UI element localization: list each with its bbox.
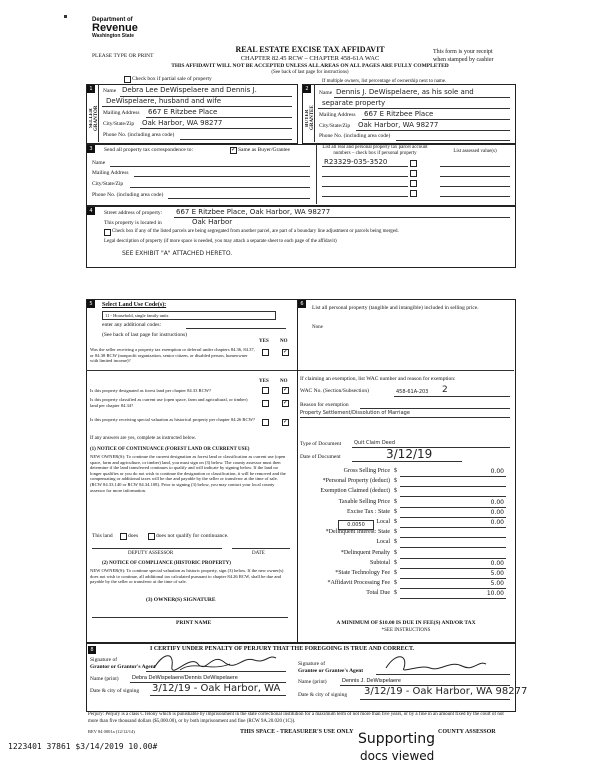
date-label: DATE: [252, 551, 265, 556]
fee-row: [298, 468, 506, 477]
county-assessor: COUNTY ASSESSOR: [438, 729, 496, 735]
fee-row: [298, 590, 506, 599]
parcel-1-personal-checkbox[interactable]: [410, 160, 417, 167]
grantee-date-label: Date & city of signing: [298, 692, 348, 698]
grantee-sig-label-3: Grantee or Grantee's Agent: [298, 668, 364, 674]
section-4-number: 4: [87, 207, 95, 215]
see-instructions: *SEE INSTRUCTIONS: [381, 628, 431, 633]
same-as-buyer-checkbox[interactable]: ✓: [231, 147, 237, 153]
does-not-checkbox[interactable]: [148, 533, 155, 540]
legal-label: Legal description of property (if more space is needed, you may attach a separate sheet to each page of the affidavit): [104, 239, 337, 244]
reason-label: Reason for exemption: [300, 402, 349, 408]
no-header-1: NO: [280, 339, 288, 344]
seller-name-2[interactable]: DeWispelaere, husband and wife: [106, 97, 222, 105]
fee-row: [298, 478, 506, 487]
perjury-note: Perjury: Perjury is a class C felony which is punishable by imprisonment in the state correctional institution for a maximum term of not more than five years, or by a fine in an amount fixed by the court of not more than five thousand dollars ($5,000.00), or by both imprisonment and fine (RCW 9A.20.020 (1C)).: [88, 712, 504, 724]
seller-name-1[interactable]: Debra Lee DeWispelaere and Dennis J.: [122, 86, 257, 94]
buyer-phone-label: Phone No. (including area code): [319, 133, 391, 139]
corr-phone-label: Phone No. (including area code): [92, 192, 164, 198]
fee-row: [298, 519, 506, 528]
notice-1-title: (1) NOTICE OF CONTINUANCE (FOREST LAND OR CURRENT USE): [90, 447, 250, 452]
seller-side-label: SELLER GRANTOR: [89, 105, 99, 131]
fee-row: [298, 550, 506, 559]
fee-label: Excise Tax : State: [347, 508, 390, 515]
fee-row: [298, 488, 506, 497]
correspondence-label: Send all property tax correspondence to:: [104, 147, 194, 153]
grantor-sig-label-1: Signature of: [90, 657, 118, 663]
fee-label: Gross Selling Price: [343, 468, 390, 474]
yes-header-2: YES: [259, 379, 269, 384]
grantee-date-city[interactable]: 3/12/19 - Oak Harbor, WA 98277: [364, 686, 528, 697]
section-5-number: 5: [87, 300, 95, 308]
fee-label: Local: [376, 519, 390, 525]
dor-logo: [92, 17, 162, 39]
parcel-4-personal-checkbox[interactable]: [410, 190, 417, 197]
fee-value[interactable]: 10.00: [486, 590, 504, 598]
section-3-number: 3: [87, 145, 95, 153]
wac-label: WAC No. (Section/Subsection): [300, 388, 369, 394]
located-in-label: This property is located in: [104, 220, 162, 226]
located-in[interactable]: Oak Harbor: [192, 218, 233, 226]
fee-row: [298, 529, 506, 538]
corr-mailing-label: Mailing Address: [92, 170, 129, 176]
partial-sale-checkbox[interactable]: [124, 76, 131, 83]
form-title: REAL ESTATE EXCISE TAX AFFIDAVIT: [235, 45, 385, 54]
assessed-header: List assessed value(s): [453, 149, 497, 154]
fee-dollar-sign: $: [394, 539, 397, 546]
legal-description[interactable]: SEE EXHIBIT "A" ATTACHED HERETO.: [122, 250, 233, 257]
fee-line: [400, 517, 506, 518]
seller-phone-label: Phone No. (including area code): [103, 132, 175, 138]
fee-line: [400, 598, 506, 599]
land-use-code[interactable]: 11 - Household, single family units: [102, 311, 276, 320]
fee-label: Total Due: [366, 590, 390, 597]
fee-row: [298, 560, 506, 569]
fee-dollar-sign: $: [394, 559, 397, 566]
segregated-label: Check box if any of the listed parcels are being segregated from another parcel, are part of a boundary line adjustment or parcels being merged.: [112, 229, 399, 234]
question-4: Is this property receiving special valuation as historical property per chapter 84.26 RCW?: [90, 417, 255, 422]
buyer-city[interactable]: Oak Harbor, WA 98277: [358, 121, 439, 129]
fee-row: [298, 570, 506, 579]
section-8-number: 8: [88, 646, 96, 654]
q3-yes-checkbox[interactable]: [262, 400, 269, 407]
section-6-number: 6: [298, 300, 306, 308]
seller-name-label: Name: [103, 88, 117, 94]
buyer-mailing-label: Mailing Address: [319, 112, 356, 118]
grantee-signature[interactable]: [380, 650, 490, 676]
grantor-date-city[interactable]: 3/12/19 - Oak Harbor, WA: [152, 683, 281, 694]
exemption-reason[interactable]: Property Settlement/Dissolution of Marriage: [300, 410, 410, 416]
grantor-date-label: Date & city of signing: [90, 688, 140, 694]
q2-yes-checkbox[interactable]: [262, 387, 269, 394]
exemption-label: If claiming an exemption, list WAC number and reason for exemption:: [300, 376, 456, 382]
seller-city[interactable]: Oak Harbor, WA 98277: [142, 119, 223, 127]
fee-line: [400, 537, 506, 538]
wac-subsection[interactable]: 2: [442, 385, 448, 395]
buyer-name-1[interactable]: Dennis J. DeWispelaere, as his sole and: [336, 88, 474, 96]
seller-mailing[interactable]: 667 E Ritzbee Place: [148, 108, 218, 116]
section-1-number: 1: [87, 85, 95, 93]
fee-label: Exemption Claimed (deduct): [320, 488, 390, 495]
fee-label: *Affidavit Processing Fee: [327, 580, 390, 587]
fee-row: [298, 539, 506, 548]
document-type[interactable]: Quit Claim Deed: [354, 440, 396, 446]
fee-value[interactable]: 0.00: [490, 519, 504, 526]
fee-label: *Delinquent Penalty: [340, 549, 390, 556]
if-yes-note: If any answers are yes, complete as instructed below.: [90, 436, 197, 441]
buyer-mailing[interactable]: 667 E Ritzbee Place: [364, 110, 434, 118]
segregated-checkbox[interactable]: [104, 229, 111, 236]
rev-number: REV 84 0001a (12/12/14): [88, 729, 135, 734]
grantee-name-label: Name (print): [298, 679, 327, 685]
fee-line: [400, 568, 506, 569]
this-land-label: This land: [92, 533, 113, 539]
grantee-sig-label-1: Signature of: [298, 661, 326, 667]
fee-row: [298, 509, 506, 518]
does-label: does: [128, 533, 139, 539]
notice-2-body: NEW OWNER(S): To continue special valuation as historic property, sign (3) below. If the new owner(s) does not wish to continue, all additional tax calculated pursuant to chapter 84.26 RCW, shall be due and payable by the seller or transferor at the time of sale.: [90, 568, 284, 585]
recording-stamp: 1223401 37861 $3/14/2019 10.00#: [8, 742, 158, 751]
wac-number[interactable]: 458-61A-203: [396, 389, 429, 395]
fee-label: *Personal Property (deduct): [322, 478, 390, 485]
notice-2-title: (2) NOTICE OF COMPLIANCE (HISTORIC PROPERTY): [102, 561, 231, 566]
fee-value[interactable]: 0.00: [490, 559, 504, 567]
fee-label: *Delinquent Interest: State: [325, 529, 390, 536]
buyer-name-label: Name: [319, 90, 333, 96]
fee-dollar-sign: $: [394, 488, 397, 495]
fee-label: Taxable Selling Price: [338, 498, 390, 505]
document-date[interactable]: 3/12/19: [386, 447, 433, 461]
fee-value[interactable]: 5.00: [490, 580, 504, 588]
treasurer-use: THIS SPACE - TREASURER'S USE ONLY: [240, 729, 354, 735]
fee-row: [298, 499, 506, 508]
document-date-label: Date of Document: [300, 454, 341, 460]
corr-name-label: Name: [92, 160, 106, 166]
fee-dollar-sign: $: [394, 508, 397, 515]
fee-line: [400, 486, 506, 487]
land-use-label: Select Land Use Code(s):: [102, 302, 167, 308]
q3-no-checkbox[interactable]: ✓: [283, 400, 289, 406]
fee-dollar-sign: $: [394, 468, 397, 474]
fee-label: Local: [376, 539, 390, 546]
receipt-note-2: when stamped by cashier: [433, 57, 494, 63]
fee-dollar-sign: $: [394, 519, 397, 525]
partial-sale-label: Check box if partial sale of property: [132, 76, 212, 82]
fee-label: *State Technology Fee: [335, 570, 390, 576]
street-label: Street address of property:: [104, 210, 163, 216]
q1-yes-checkbox[interactable]: [262, 349, 269, 356]
parcel-number-1[interactable]: R23329-035-3520: [324, 158, 388, 166]
additional-codes-label: enter any additional codes:: [102, 322, 162, 328]
fee-dollar-sign: $: [394, 529, 397, 536]
no-header-2: NO: [280, 379, 288, 384]
fee-line: [400, 578, 506, 579]
local-rate[interactable]: 0.0050: [338, 520, 374, 530]
personal-property-label: List all personal property (tangible and intangible) included in selling price.: [312, 305, 479, 311]
print-name-label: PRINT NAME: [176, 620, 212, 626]
notice-1-body: NEW OWNER(S): To continue the current designation as forest land or classification as current use (open space, farm and agriculture, or timber) land, you must sign on (3) below. The county assessor must then determine if the land transferred continues to qualify and will indicate by signing below. If the land no longer qualifies or you do not wish to continue the designation or classification, it will be removed and the compensating or additional taxes will be due and payable by the seller or transferor at the time of sale. (RCW 84.33.140 or RCW 84.34.108). Prior to signing (3) below, you may contact your local county assessor for more information.: [90, 454, 286, 493]
does-checkbox[interactable]: [120, 533, 127, 540]
seller-city-label: City/State/Zip: [103, 121, 135, 127]
fee-value[interactable]: 5.00: [490, 570, 504, 577]
fee-dollar-sign: $: [394, 590, 397, 597]
personal-property-value[interactable]: None: [312, 325, 323, 330]
fee-dollar-sign: $: [394, 549, 397, 556]
buyer-city-label: City/State/Zip: [319, 123, 351, 129]
q1-no-checkbox[interactable]: ✓: [283, 349, 289, 355]
minimum-note: A MINIMUM OF $10.00 IS DUE IN FEE(S) AND/OR TAX: [336, 620, 476, 626]
see-back: (See back of last page for instructions): [271, 70, 349, 75]
q4-no-checkbox[interactable]: ✓: [283, 419, 289, 425]
fee-dollar-sign: $: [394, 570, 397, 576]
does-not-label: does not qualify for continuance.: [156, 533, 229, 539]
dept-line-2: Revenue: [92, 22, 138, 34]
grantor-sig-label-2: Grantor or Grantor's Agent: [90, 664, 156, 670]
q4-yes-checkbox[interactable]: [262, 419, 269, 426]
fee-label: Subtotal: [369, 559, 390, 566]
fee-line: [400, 547, 506, 548]
grantor-name[interactable]: Debra DeWispelaere/Dennis DeWispelaere: [132, 675, 238, 681]
fee-line: [400, 507, 506, 508]
supporting-docs-2: docs viewed: [360, 749, 435, 763]
document-type-label: Type of Document: [300, 441, 342, 447]
question-2: Is this property designated as forest land per chapter 84.33 RCW?: [90, 388, 212, 393]
fee-value[interactable]: 0.00: [490, 468, 504, 475]
fee-line: [400, 496, 506, 497]
same-as-buyer-label: Same as Buyer/Grantee: [238, 147, 290, 153]
fee-dollar-sign: $: [394, 580, 397, 587]
q2-no-checkbox[interactable]: ✓: [283, 387, 289, 393]
grantor-name-label: Name (print): [90, 676, 119, 682]
deputy-assessor-label: DEPUTY ASSESSOR: [128, 551, 174, 556]
question-3: Is this property classified as current use (open space, farm and agricultural, or timber) land per chapter 84.34?: [90, 397, 248, 408]
yes-header-1: YES: [259, 339, 269, 344]
dept-line-1: Department of: [92, 17, 133, 23]
fee-value[interactable]: 0.00: [490, 498, 504, 506]
form-warning: THIS AFFIDAVIT WILL NOT BE ACCEPTED UNLESS ALL AREAS ON ALL PAGES ARE FULLY COMPLETED: [171, 63, 449, 69]
parcel-2-personal-checkbox[interactable]: [410, 170, 417, 177]
supporting-docs-1: Supporting: [358, 731, 435, 747]
grantee-name[interactable]: Dennis J. DeWispelaere: [342, 678, 401, 684]
fee-dollar-sign: $: [394, 478, 397, 485]
parcel-header: List all real and personal property tax parcel account numbers – check box if personal property: [322, 145, 428, 156]
type-or-print: PLEASE TYPE OR PRINT: [92, 53, 154, 59]
dept-line-3: Washington State: [92, 33, 135, 39]
fee-row: [298, 580, 506, 589]
seller-mailing-label: Mailing Address: [103, 110, 140, 116]
corr-city-label: City/State/Zip: [92, 181, 124, 187]
land-use-see-back: (See back of last page for instructions): [102, 332, 187, 338]
fee-line: [400, 527, 506, 528]
buyer-side-label: BUYER GRANTEE: [305, 105, 315, 131]
form-subtitle: CHAPTER 82.45 RCW – CHAPTER 458-61A WAC: [240, 55, 380, 62]
fee-value[interactable]: 0.00: [490, 508, 504, 516]
parcel-3-personal-checkbox[interactable]: [410, 180, 417, 187]
multiple-owners-note: If multiple owners, list percentage of ownership next to name.: [322, 79, 447, 84]
fee-dollar-sign: $: [394, 498, 397, 505]
street-address[interactable]: 667 E Ritzbee Place, Oak Harbor, WA 98277: [176, 208, 331, 216]
receipt-note-1: This form is your receipt: [433, 49, 493, 55]
section-2-number: 2: [303, 85, 311, 93]
buyer-name-2[interactable]: separate property: [322, 99, 386, 107]
fee-line: [400, 558, 506, 559]
corner-mark: [64, 15, 67, 18]
question-1: Was the seller receiving a property tax exemption or deferral under chapters 84.36, 84.37, or 84.38 RCW (nonprofit organization, senior citizen, or disabled person, homeowner with limited income)?: [90, 347, 255, 364]
owner-signature-label: (3) OWNER(S) SIGNATURE: [146, 597, 216, 603]
certify-statement: I CERTIFY UNDER PENALTY OF PERJURY THAT THE FOREGOING IS TRUE AND CORRECT.: [150, 646, 415, 652]
fee-line: [400, 588, 506, 589]
fee-line: [400, 476, 506, 477]
